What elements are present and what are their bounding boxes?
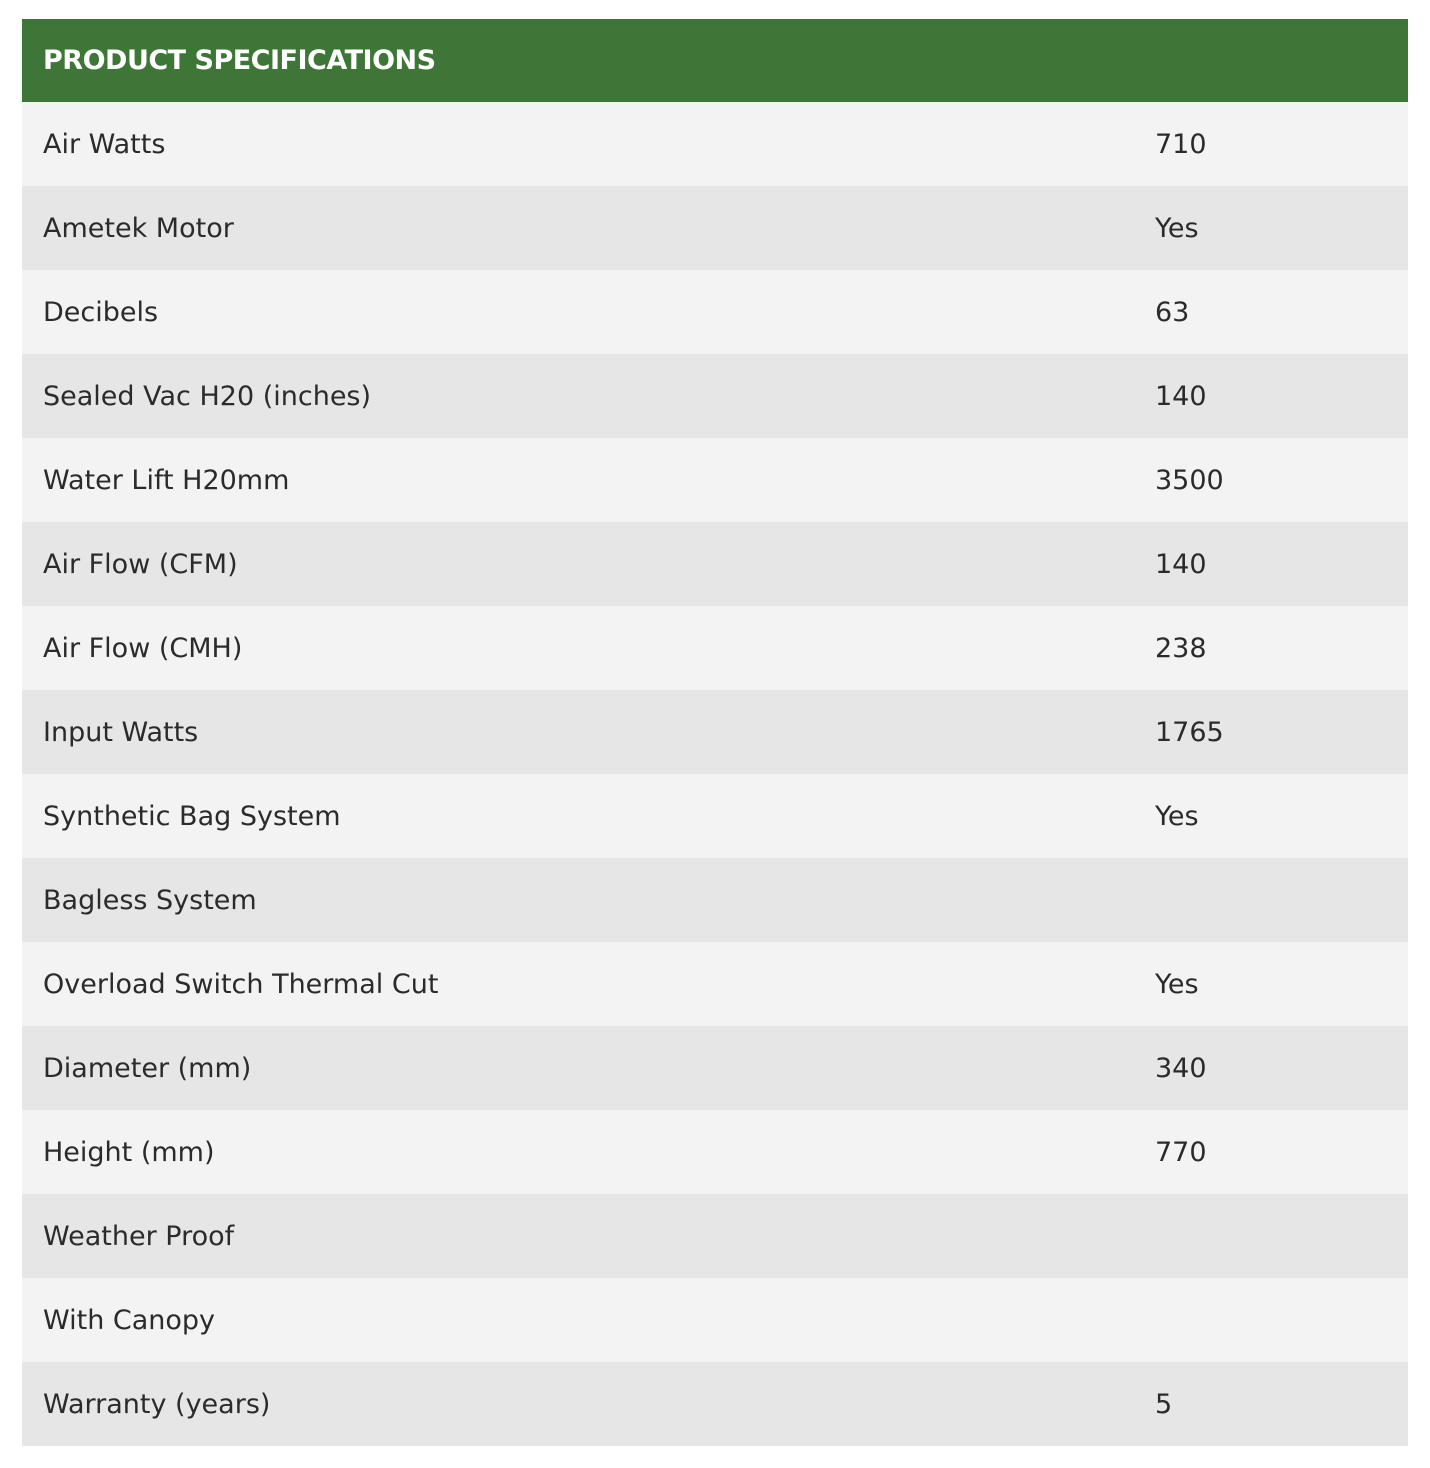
table-row bbox=[22, 606, 1408, 690]
spec-value bbox=[1133, 1278, 1408, 1362]
table-row bbox=[22, 354, 1408, 438]
table-row bbox=[22, 1110, 1408, 1194]
spec-label: Ametek Motor bbox=[22, 186, 1133, 270]
spec-value: 238 bbox=[1133, 606, 1408, 690]
table-title: PRODUCT SPECIFICATIONS bbox=[22, 19, 1408, 102]
spec-label: Diameter (mm) bbox=[22, 1026, 1133, 1110]
spec-label: Overload Switch Thermal Cut bbox=[22, 942, 1133, 1026]
spec-value: 710 bbox=[1133, 102, 1408, 186]
table-row bbox=[22, 438, 1408, 522]
spec-value bbox=[1133, 858, 1408, 942]
spec-value: 770 bbox=[1133, 1110, 1408, 1194]
spec-value: 1765 bbox=[1133, 690, 1408, 774]
spec-value bbox=[1133, 1194, 1408, 1278]
spec-label: Warranty (years) bbox=[22, 1362, 1133, 1446]
spec-label: Air Flow (CFM) bbox=[22, 522, 1133, 606]
spec-label: Height (mm) bbox=[22, 1110, 1133, 1194]
table-row bbox=[22, 690, 1408, 774]
spec-label: Synthetic Bag System bbox=[22, 774, 1133, 858]
spec-value: 140 bbox=[1133, 354, 1408, 438]
spec-value: 5 bbox=[1133, 1362, 1408, 1446]
spec-label: Bagless System bbox=[22, 858, 1133, 942]
product-specifications-table bbox=[22, 19, 1408, 1446]
table-row bbox=[22, 1362, 1408, 1446]
table-row bbox=[22, 774, 1408, 858]
table-row bbox=[22, 1278, 1408, 1362]
table-row bbox=[22, 102, 1408, 186]
spec-value: Yes bbox=[1133, 774, 1408, 858]
spec-value: 63 bbox=[1133, 270, 1408, 354]
table-header bbox=[22, 19, 1408, 102]
spec-value: 3500 bbox=[1133, 438, 1408, 522]
table-row bbox=[22, 270, 1408, 354]
spec-label: With Canopy bbox=[22, 1278, 1133, 1362]
header-row bbox=[22, 19, 1408, 102]
table-row bbox=[22, 1194, 1408, 1278]
table-body bbox=[22, 102, 1408, 1446]
table-row bbox=[22, 858, 1408, 942]
table-row bbox=[22, 186, 1408, 270]
spec-label: Sealed Vac H20 (inches) bbox=[22, 354, 1133, 438]
spec-value: 140 bbox=[1133, 522, 1408, 606]
table-row bbox=[22, 522, 1408, 606]
spec-label: Air Flow (CMH) bbox=[22, 606, 1133, 690]
spec-value: Yes bbox=[1133, 942, 1408, 1026]
spec-label: Decibels bbox=[22, 270, 1133, 354]
spec-value: Yes bbox=[1133, 186, 1408, 270]
spec-label: Water Lift H20mm bbox=[22, 438, 1133, 522]
spec-value: 340 bbox=[1133, 1026, 1408, 1110]
spec-label: Weather Proof bbox=[22, 1194, 1133, 1278]
spec-label: Input Watts bbox=[22, 690, 1133, 774]
table-row bbox=[22, 1026, 1408, 1110]
spec-label: Air Watts bbox=[22, 102, 1133, 186]
table-row bbox=[22, 942, 1408, 1026]
